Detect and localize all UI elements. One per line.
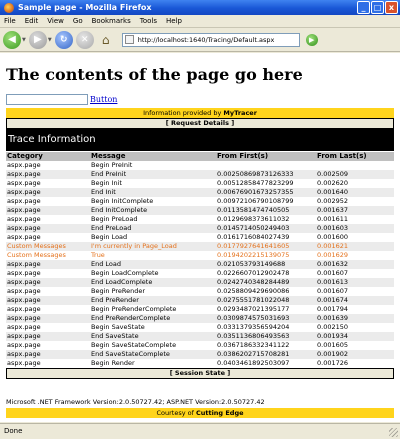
- reload-icon[interactable]: ↻: [55, 31, 73, 49]
- row-category: aspx.page: [6, 332, 90, 341]
- request-details-header[interactable]: [ Request Details ]: [6, 118, 394, 129]
- menu-tools[interactable]: Tools: [139, 17, 157, 25]
- row-category: aspx.page: [6, 269, 90, 278]
- row-category: aspx.page: [6, 197, 90, 206]
- table-row: [6, 233, 394, 242]
- row-message: Begin PreRenderComplete: [90, 305, 216, 314]
- row-category: aspx.page: [6, 341, 90, 350]
- table-row: [6, 323, 394, 332]
- table-row: [6, 341, 394, 350]
- row-message: I'm currently in Page_Load: [90, 242, 216, 251]
- window-title-bar[interactable]: [0, 0, 400, 15]
- row-message: End Init: [90, 188, 216, 197]
- table-row: [6, 251, 394, 260]
- home-icon[interactable]: ⌂: [101, 32, 110, 47]
- table-row: [6, 350, 394, 359]
- row-from-last: 0.001607: [316, 287, 394, 296]
- submit-button[interactable]: Button: [90, 95, 118, 104]
- table-row: [6, 296, 394, 305]
- window-title: Sample page - Mozilla Firefox: [18, 3, 152, 12]
- row-category: aspx.page: [6, 161, 90, 170]
- row-from-last: 0.001934: [316, 332, 394, 341]
- column-from-first: From First(s): [216, 152, 316, 161]
- courtesy-brand: Cutting Edge: [195, 409, 244, 417]
- column-message: Message: [90, 152, 216, 161]
- row-category: aspx.page: [6, 314, 90, 323]
- row-message: True: [90, 251, 216, 260]
- go-icon[interactable]: ▶: [306, 34, 318, 46]
- table-row: [6, 242, 394, 251]
- row-message: End LoadComplete: [90, 278, 216, 287]
- table-row: [6, 287, 394, 296]
- column-category: Category: [6, 152, 90, 161]
- table-row: [6, 206, 394, 215]
- row-from-last: 0.001726: [316, 359, 394, 368]
- table-row: [6, 278, 394, 287]
- column-from-last: From Last(s): [316, 152, 394, 161]
- row-message: End SaveState: [90, 332, 216, 341]
- row-from-first: 0.00676901673257355: [216, 188, 316, 197]
- row-from-last: 0.001632: [316, 260, 394, 269]
- row-from-first: 0.0242740348284489: [216, 278, 316, 287]
- row-category: aspx.page: [6, 179, 90, 188]
- menu-go[interactable]: Go: [72, 17, 83, 25]
- row-from-first: 0.0161716084027439: [216, 233, 316, 242]
- row-category: aspx.page: [6, 287, 90, 296]
- info-brand: MyTracer: [223, 109, 257, 117]
- row-from-last: 0.002150: [316, 323, 394, 332]
- row-category: aspx.page: [6, 170, 90, 179]
- row-message: End PreLoad: [90, 224, 216, 233]
- row-category: aspx.page: [6, 224, 90, 233]
- row-from-first: 0.00512858477823299: [216, 179, 316, 188]
- row-category: aspx.page: [6, 260, 90, 269]
- row-from-last: [316, 161, 394, 170]
- row-message: Begin SaveState: [90, 323, 216, 332]
- row-category: aspx.page: [6, 188, 90, 197]
- row-from-first: 0.0351136806493563: [216, 332, 316, 341]
- row-category: aspx.page: [6, 359, 90, 368]
- forward-dropdown-icon[interactable]: ▼: [47, 36, 52, 43]
- courtesy-banner: [6, 408, 394, 418]
- row-from-first: 0.021053793149688: [216, 260, 316, 269]
- resize-grip-icon[interactable]: [389, 428, 398, 437]
- row-from-last: 0.002509: [316, 170, 394, 179]
- row-message: Begin PreRender: [90, 287, 216, 296]
- row-from-last: 0.001611: [316, 215, 394, 224]
- row-from-first: 0.0293487021395177: [216, 305, 316, 314]
- page-heading: The contents of the page go here: [6, 65, 303, 84]
- forward-icon[interactable]: ▶: [29, 31, 47, 49]
- firefox-icon: [4, 3, 14, 13]
- row-from-last: 0.001629: [316, 251, 394, 260]
- row-message: Begin Load: [90, 233, 216, 242]
- row-from-first: 0.0309874575031693: [216, 314, 316, 323]
- row-from-last: 0.001639: [316, 314, 394, 323]
- row-from-last: 0.001605: [316, 341, 394, 350]
- minimize-button[interactable]: _: [357, 1, 370, 14]
- row-message: End InitComplete: [90, 206, 216, 215]
- row-message: End Load: [90, 260, 216, 269]
- row-category: aspx.page: [6, 233, 90, 242]
- row-message: Begin PreLoad: [90, 215, 216, 224]
- row-from-first: 0.0331379356594204: [216, 323, 316, 332]
- menu-bookmarks[interactable]: Bookmarks: [91, 17, 131, 25]
- menu-file[interactable]: File: [4, 17, 16, 25]
- row-from-first: [216, 161, 316, 170]
- row-message: Begin PreInit: [90, 161, 216, 170]
- table-row: [6, 161, 394, 170]
- row-message: End PreRenderComplete: [90, 314, 216, 323]
- menu-edit[interactable]: Edit: [24, 17, 39, 25]
- row-from-last: 0.001600: [316, 233, 394, 242]
- table-row: [6, 215, 394, 224]
- row-message: Begin Init: [90, 179, 216, 188]
- row-category: aspx.page: [6, 296, 90, 305]
- row-from-first: 0.0367186332341122: [216, 341, 316, 350]
- trace-information-title: Trace Information: [6, 129, 394, 151]
- row-category: aspx.page: [6, 323, 90, 332]
- row-category: Custom Messages: [6, 251, 90, 260]
- info-prefix: Information provided by: [143, 109, 224, 117]
- row-from-last: 0.001607: [316, 269, 394, 278]
- table-row: [6, 179, 394, 188]
- row-from-last: 0.002952: [316, 197, 394, 206]
- row-from-first: 0.0386202715708281: [216, 350, 316, 359]
- row-from-first: 0.0226607012902478: [216, 269, 316, 278]
- row-from-first: 0.0403461892503097: [216, 359, 316, 368]
- row-message: Begin Render: [90, 359, 216, 368]
- row-category: aspx.page: [6, 278, 90, 287]
- table-row: [6, 314, 394, 323]
- row-from-last: 0.001621: [316, 242, 394, 251]
- row-from-first: 0.0258809429690086: [216, 287, 316, 296]
- address-bar[interactable]: [122, 33, 300, 47]
- row-category: aspx.page: [6, 350, 90, 359]
- page-content: [0, 53, 400, 422]
- table-row: [6, 260, 394, 269]
- session-state-header[interactable]: [ Session State ]: [6, 368, 394, 379]
- back-dropdown-icon[interactable]: ▼: [22, 36, 26, 43]
- row-message: Begin SaveStateComplete: [90, 341, 216, 350]
- row-from-last: 0.001674: [316, 296, 394, 305]
- row-message: End PreInit: [90, 170, 216, 179]
- table-row: [6, 170, 394, 179]
- table-row: [6, 224, 394, 233]
- stop-icon[interactable]: ✕: [76, 31, 94, 49]
- row-from-first: 0.0177927641641605: [216, 242, 316, 251]
- window-controls: [357, 1, 398, 14]
- table-row: [6, 359, 394, 368]
- row-category: Custom Messages: [6, 242, 90, 251]
- row-from-last: 0.001640: [316, 188, 394, 197]
- table-row: [6, 188, 394, 197]
- trace-table-header: [6, 152, 394, 161]
- row-category: aspx.page: [6, 215, 90, 224]
- row-from-first: 0.00972106790108799: [216, 197, 316, 206]
- row-message: Begin InitComplete: [90, 197, 216, 206]
- row-from-first: 0.0129698373611032: [216, 215, 316, 224]
- table-row: [6, 332, 394, 341]
- row-from-first: 0.0275551781022048: [216, 296, 316, 305]
- close-button[interactable]: x: [385, 1, 398, 14]
- menu-help[interactable]: Help: [165, 17, 182, 25]
- menu-bar: [0, 15, 400, 28]
- row-from-first: 0.0194202215139075: [216, 251, 316, 260]
- row-from-last: 0.001603: [316, 224, 394, 233]
- trace-table: [6, 152, 394, 377]
- row-from-last: 0.001637: [316, 206, 394, 215]
- framework-version: Microsoft .NET Framework Version:2.0.50727.42; ASP.NET Version:2.0.50727.42: [6, 398, 265, 406]
- row-message: End PreRender: [90, 296, 216, 305]
- row-from-first: 0.0145714050249403: [216, 224, 316, 233]
- row-category: aspx.page: [6, 206, 90, 215]
- row-from-last: 0.001902: [316, 350, 394, 359]
- info-banner: [6, 108, 394, 118]
- row-from-first: 0.0113581474740505: [216, 206, 316, 215]
- table-row: [6, 305, 394, 314]
- page-icon: [125, 35, 134, 44]
- row-from-last: 0.001613: [316, 278, 394, 287]
- status-bar: [0, 423, 400, 439]
- navigation-toolbar: [0, 28, 400, 52]
- back-icon[interactable]: ◀: [3, 31, 21, 49]
- menu-view[interactable]: View: [47, 17, 64, 25]
- status-text: Done: [4, 427, 23, 435]
- text-input[interactable]: [6, 94, 88, 105]
- row-from-first: 0.00250869873126333: [216, 170, 316, 179]
- address-url: http://localhost:1640/Tracing/Default.aspx: [137, 35, 275, 44]
- row-message: End SaveStateComplete: [90, 350, 216, 359]
- row-message: Begin LoadComplete: [90, 269, 216, 278]
- table-row: [6, 197, 394, 206]
- row-from-last: 0.002620: [316, 179, 394, 188]
- form-row: [6, 94, 117, 105]
- maximize-button[interactable]: □: [371, 1, 384, 14]
- table-row: [6, 269, 394, 278]
- row-from-last: 0.001794: [316, 305, 394, 314]
- row-category: aspx.page: [6, 305, 90, 314]
- courtesy-prefix: Courtesy of: [156, 409, 196, 417]
